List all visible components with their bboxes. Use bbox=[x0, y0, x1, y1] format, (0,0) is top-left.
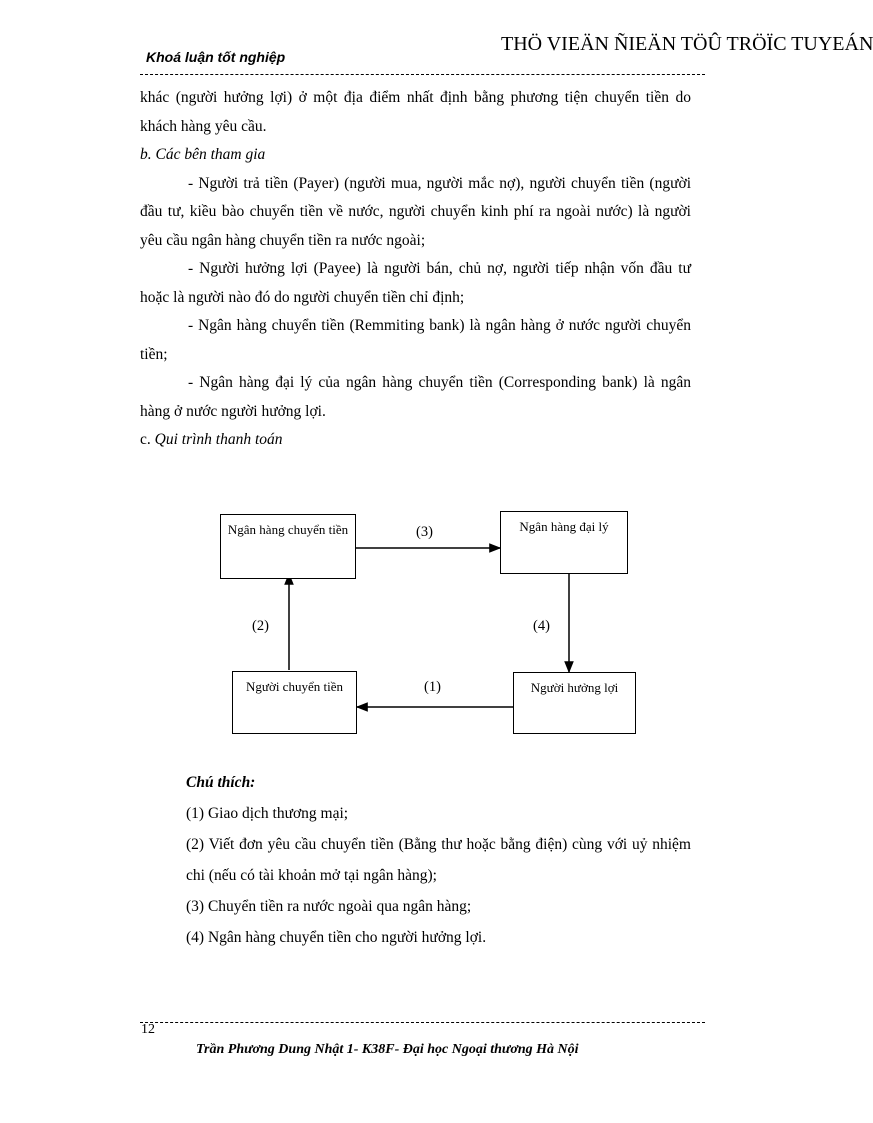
notes-title: Chú thích: bbox=[186, 774, 256, 791]
section-c-title: Qui trình thanh toán bbox=[154, 431, 283, 448]
note-4: (4) Ngân hàng chuyển tiền cho người hưởng lợi. bbox=[186, 929, 487, 946]
label-step-2: (2) bbox=[252, 618, 269, 634]
note-3: (3) Chuyển tiền ra nước ngoài qua ngân hàng; bbox=[186, 898, 472, 915]
box-beneficiary: Người hưởng lợi bbox=[513, 672, 636, 734]
section-c-prefix: c. bbox=[140, 431, 155, 448]
page-number: 12 bbox=[141, 1022, 155, 1037]
header-right-title: THÖ VIEÄN ÑIEÄN TÖÛ TRÖÏC TUYEÁN bbox=[501, 33, 873, 55]
header-left-title: Khoá luận tốt nghiệp bbox=[146, 49, 286, 65]
label-step-4: (4) bbox=[533, 618, 550, 634]
footer-author: Trần Phương Dung Nhật 1- K38F- Đại học Ngoại thương Hà Nội bbox=[196, 1042, 579, 1057]
box-remitter: Người chuyển tiền bbox=[232, 671, 357, 734]
paragraph-remitting-bank: - Ngân hàng chuyển tiền (Remmiting bank) là ngân hàng ở nước người chuyển tiền; bbox=[140, 317, 691, 363]
note-1: (1) Giao dịch thương mại; bbox=[186, 805, 349, 822]
paragraph-corresponding-bank: - Ngân hàng đại lý của ngân hàng chuyển tiền (Corresponding bank) là ngân hàng ở nước người hưởng lợi. bbox=[140, 374, 691, 420]
label-step-1: (1) bbox=[424, 679, 441, 695]
paragraph-payer: - Người trả tiền (Payer) (người mua, người mắc nợ), người chuyển tiền (người đầu tư, kiều bào chuyển tiền về nước, người chuyển kinh phí ra ngoài nước) là người yêu cầu ngân hàng chuyển tiền ra nước ngoài; bbox=[140, 174, 691, 249]
paragraph-1: khác (người hưởng lợi) ở một địa điểm nhất định bằng phương tiện chuyển tiền do khách hàng yêu cầu. bbox=[140, 89, 691, 135]
note-2: (2) Viết đơn yêu cầu chuyển tiền (Bằng thư hoặc bằng điện) cùng với uỷ nhiệm chi (nếu có tài khoản mở tại ngân hàng); bbox=[186, 836, 691, 884]
section-b-heading: b. Các bên tham gia bbox=[140, 146, 266, 163]
label-step-3: (3) bbox=[416, 524, 433, 540]
paragraph-payee: - Người hưởng lợi (Payee) là người bán, chủ nợ, người tiếp nhận vốn đầu tư hoặc là người nào đó do người chuyển tiền chỉ định; bbox=[140, 260, 691, 306]
footer-rule bbox=[140, 1022, 705, 1023]
box-remitting-bank: Ngân hàng chuyển tiền bbox=[220, 514, 356, 579]
notes-section bbox=[186, 767, 691, 953]
box-agent-bank: Ngân hàng đại lý bbox=[500, 511, 628, 574]
